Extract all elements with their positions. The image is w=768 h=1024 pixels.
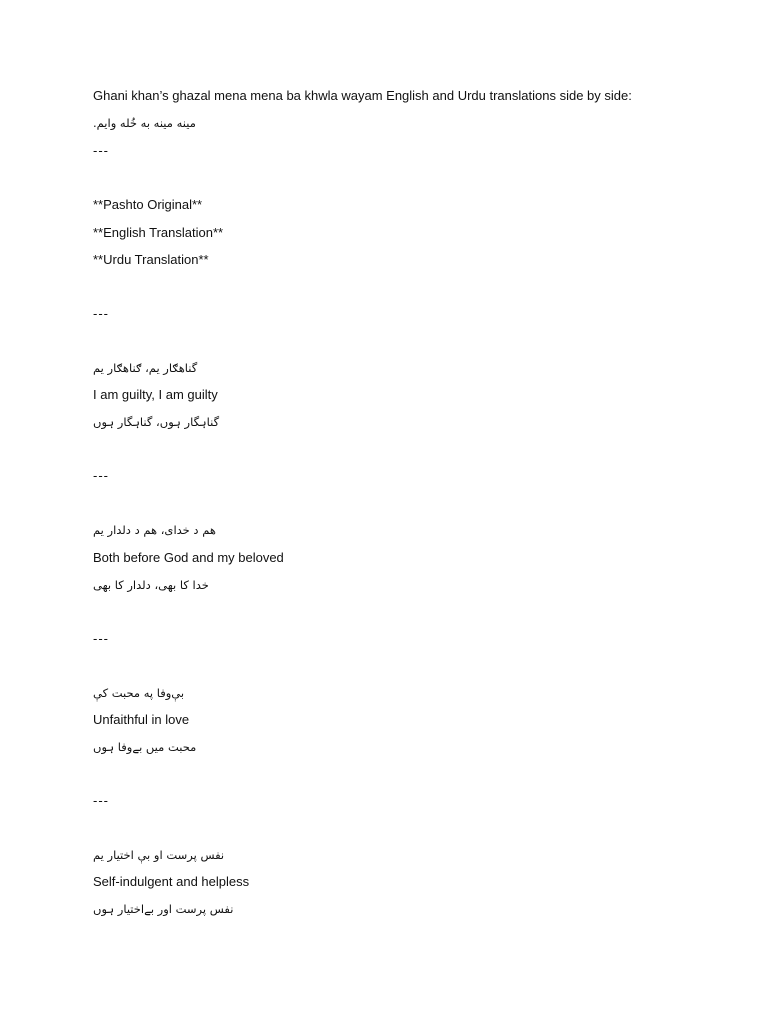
stanza-2-urdu [93, 577, 209, 593]
intro-title-pashto-text: مینه مینه به خُله وایم. [93, 116, 196, 130]
separator-2: --- [93, 306, 109, 321]
separator-3: --- [93, 468, 109, 483]
stanza-1-pashto-text: گناهګار یم، ګناهګار یم [93, 361, 198, 375]
stanza-2-english: Both before God and my beloved [93, 550, 284, 565]
stanza-2-urdu-text: خدا کا بھی، دلدار کا بھی [93, 578, 209, 592]
stanza-3-english: Unfaithful in love [93, 712, 190, 727]
separator-5: --- [93, 793, 109, 808]
stanza-1-urdu [93, 414, 219, 430]
stanza-4-urdu-text: نفس پرست اور بےاختیار ہوں [93, 902, 234, 916]
stanza-1-english: I am guilty, I am guilty [93, 387, 218, 402]
stanza-4-pashto-text: نفس پرست او بې اختیار یم [93, 848, 225, 862]
stanza-4-pashto [93, 847, 224, 863]
stanza-4-english: Self-indulgent and helpless [93, 874, 250, 889]
stanza-2-pashto [93, 522, 216, 538]
stanza-1-urdu-text: گناہگار ہوں، گناہگار ہوں [93, 415, 220, 429]
stanza-4-urdu [93, 901, 233, 917]
stanza-2-pashto-text: هم د خدای، هم د دلدار یم [93, 523, 216, 537]
stanza-1-pashto [93, 360, 197, 376]
header-urdu-translation: **Urdu Translation** [93, 252, 209, 267]
stanza-3-urdu-text: محبت میں بےوفا ہوں [93, 740, 197, 754]
intro-title-pashto [93, 115, 196, 131]
stanza-3-pashto-text: بې‌وفا په محبت کې [93, 686, 185, 700]
intro-line: Ghani khan’s ghazal mena mena ba khwla wayam English and Urdu translations side by side: [93, 88, 632, 103]
stanza-3-urdu [93, 739, 196, 755]
header-pashto-original: **Pashto Original** [93, 197, 203, 212]
separator-4: --- [93, 631, 109, 646]
separator-1: --- [93, 143, 109, 158]
stanza-3-pashto [93, 685, 184, 701]
header-english-translation: **English Translation** [93, 225, 224, 240]
